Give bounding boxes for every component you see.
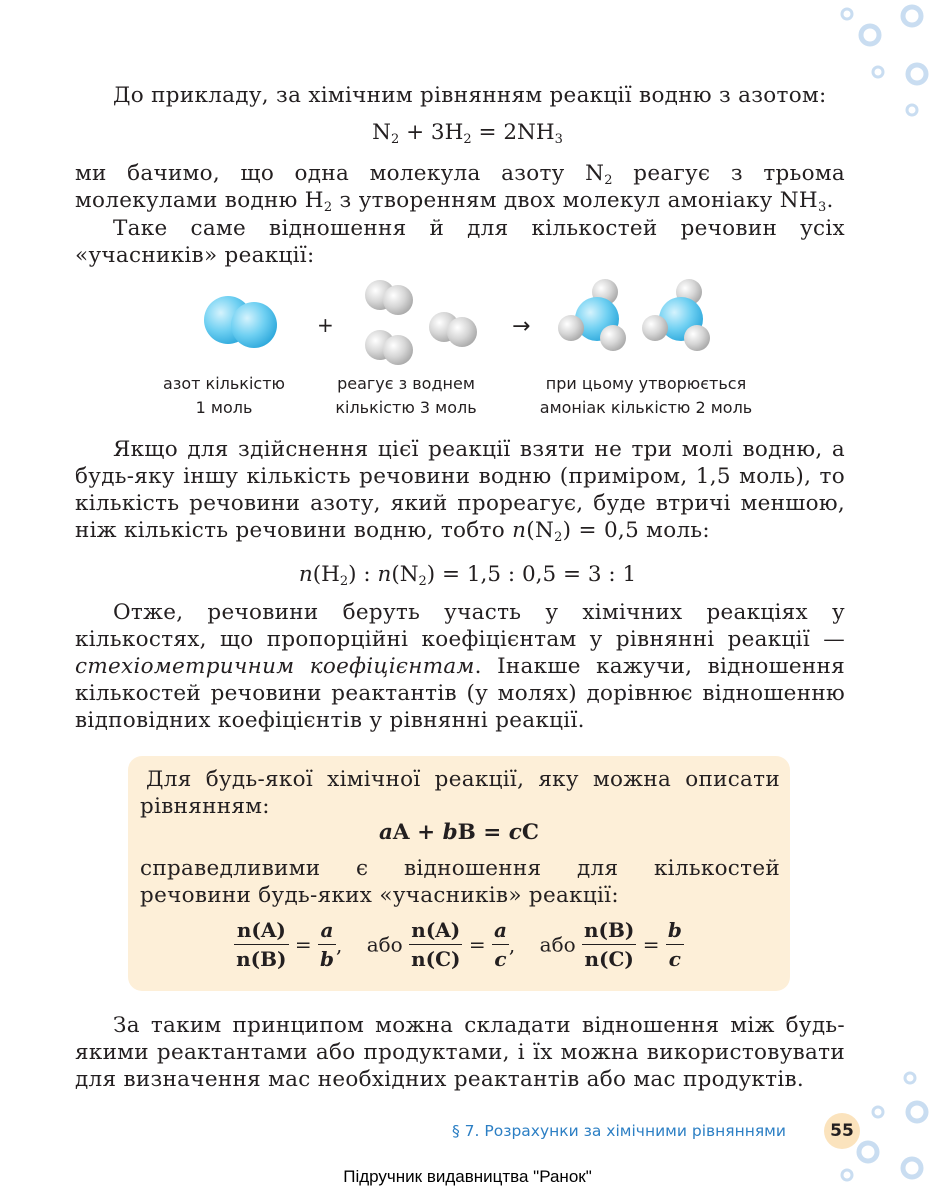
paragraph-ratio: Таке саме відношення й для кількостей речовин усіх «учасників» реакції: — [75, 216, 845, 268]
paragraph-stoichiometry: Отже, речовини беруть участь у хімічних реакціях у кількостях, що пропорційні коефіцієнтам у рівнянні реакції — стехіометричним коефіцієнтам. Інакше кажучи, відношення кількостей речовини реактантів (у молях) дорівнює відношенню відповідних коефіцієнтів у рівнянні реакції. — [75, 600, 846, 733]
ammonia-molecule-icon — [642, 279, 710, 351]
general-equation: aA + bB = cC — [378, 820, 540, 845]
plus-sign: + — [317, 313, 334, 337]
equation-mole-ratio: $n(H_2)$ : $n(N_2) = 1,5$ : 0,5 = 3 : 1 — [298, 562, 637, 589]
equation-ammonia-synthesis: $N_2 + 3H_2 = 2NH_3$ — [372, 120, 563, 147]
reaction-illustration — [0, 275, 935, 375]
rule-box-statement: справедливими є відношення для кількостей речовини будь-яких «учасників» реакції: — [140, 856, 780, 908]
paragraph-intro — [75, 82, 845, 109]
paragraph-example: Якщо для здійснення цієї реакції взяти не три молі водню, а будь-яку іншу кількість речовини водню (приміром, 1,5 моль), то кількість речовини азоту, який прореагує, буде втричі меншою, ніж кількість речовини водню, тобто $n(N_2) = 0,5$ моль: — [75, 437, 845, 545]
fraction-a-b: $\frac{a}{b}$ — [320, 918, 334, 971]
term-stoichiometric-coefficients: стехіометричним коефіцієнтам — [75, 654, 475, 679]
caption-nitrogen: азот кількістю 1 моль — [163, 374, 285, 417]
fraction-b-c: $\frac{b}{c}$ — [667, 918, 682, 971]
fraction-nA-nC: $\frac{n(A)}{n(C)}$ — [411, 918, 461, 971]
publisher-credit: Підручник видавництва "Ранок" — [343, 1167, 592, 1186]
paragraph-molecules: ми бачимо, що одна молекула азоту $N_2$ реагує з трьома молекулами водню $H_2$ з утворенням двох молекул амоніаку $NH_3$. — [75, 161, 845, 215]
ratio-formulas: $\frac{n(A)}{n(B)}$ = $\frac{a}{b}$ , або $\frac{n(A)}{n(C)}$ = $\frac{a}{c}$ , або $\frac{n(B)}{n(C)}$ = $\frac{b}{c}$ — [236, 918, 682, 971]
hydrogen-molecule-icon — [365, 280, 413, 315]
paragraph-conclusion: За таким принципом можна складати відношення між будь-якими реактантами або продуктами, і їх можна використовувати для визначення мас необхідних реактантів або мас продуктів. — [75, 1013, 845, 1092]
paragraph-intro-text: До прикладу, за хімічним рівнянням реакції водню з азотом: — [113, 83, 827, 108]
caption-ammonia: при цьому утворюється амоніак кількістю 2 моль — [539, 374, 753, 417]
caption-hydrogen: реагує з воднем кількістю 3 моль — [335, 374, 477, 417]
hydrogen-molecule-icon — [429, 312, 477, 347]
fraction-nA-nB: $\frac{n(A)}{n(B)}$ — [236, 918, 287, 971]
fraction-nB-nC: $\frac{n(B)}{n(C)}$ — [584, 918, 635, 971]
ammonia-molecule-icon — [558, 279, 626, 351]
hydrogen-molecule-icon — [365, 330, 413, 365]
reaction-arrow: → — [512, 314, 531, 339]
fraction-a-c: $\frac{a}{c}$ — [493, 918, 507, 971]
rule-box — [128, 756, 790, 991]
page-number: 55 — [824, 1113, 860, 1149]
rule-box-intro: Для будь-якої хімічної реакції, яку можна описати рівнянням: — [140, 767, 780, 819]
nitrogen-molecule-icon — [204, 296, 277, 348]
running-footer-section: § 7. Розрахунки за хімічними рівняннями — [452, 1122, 786, 1140]
